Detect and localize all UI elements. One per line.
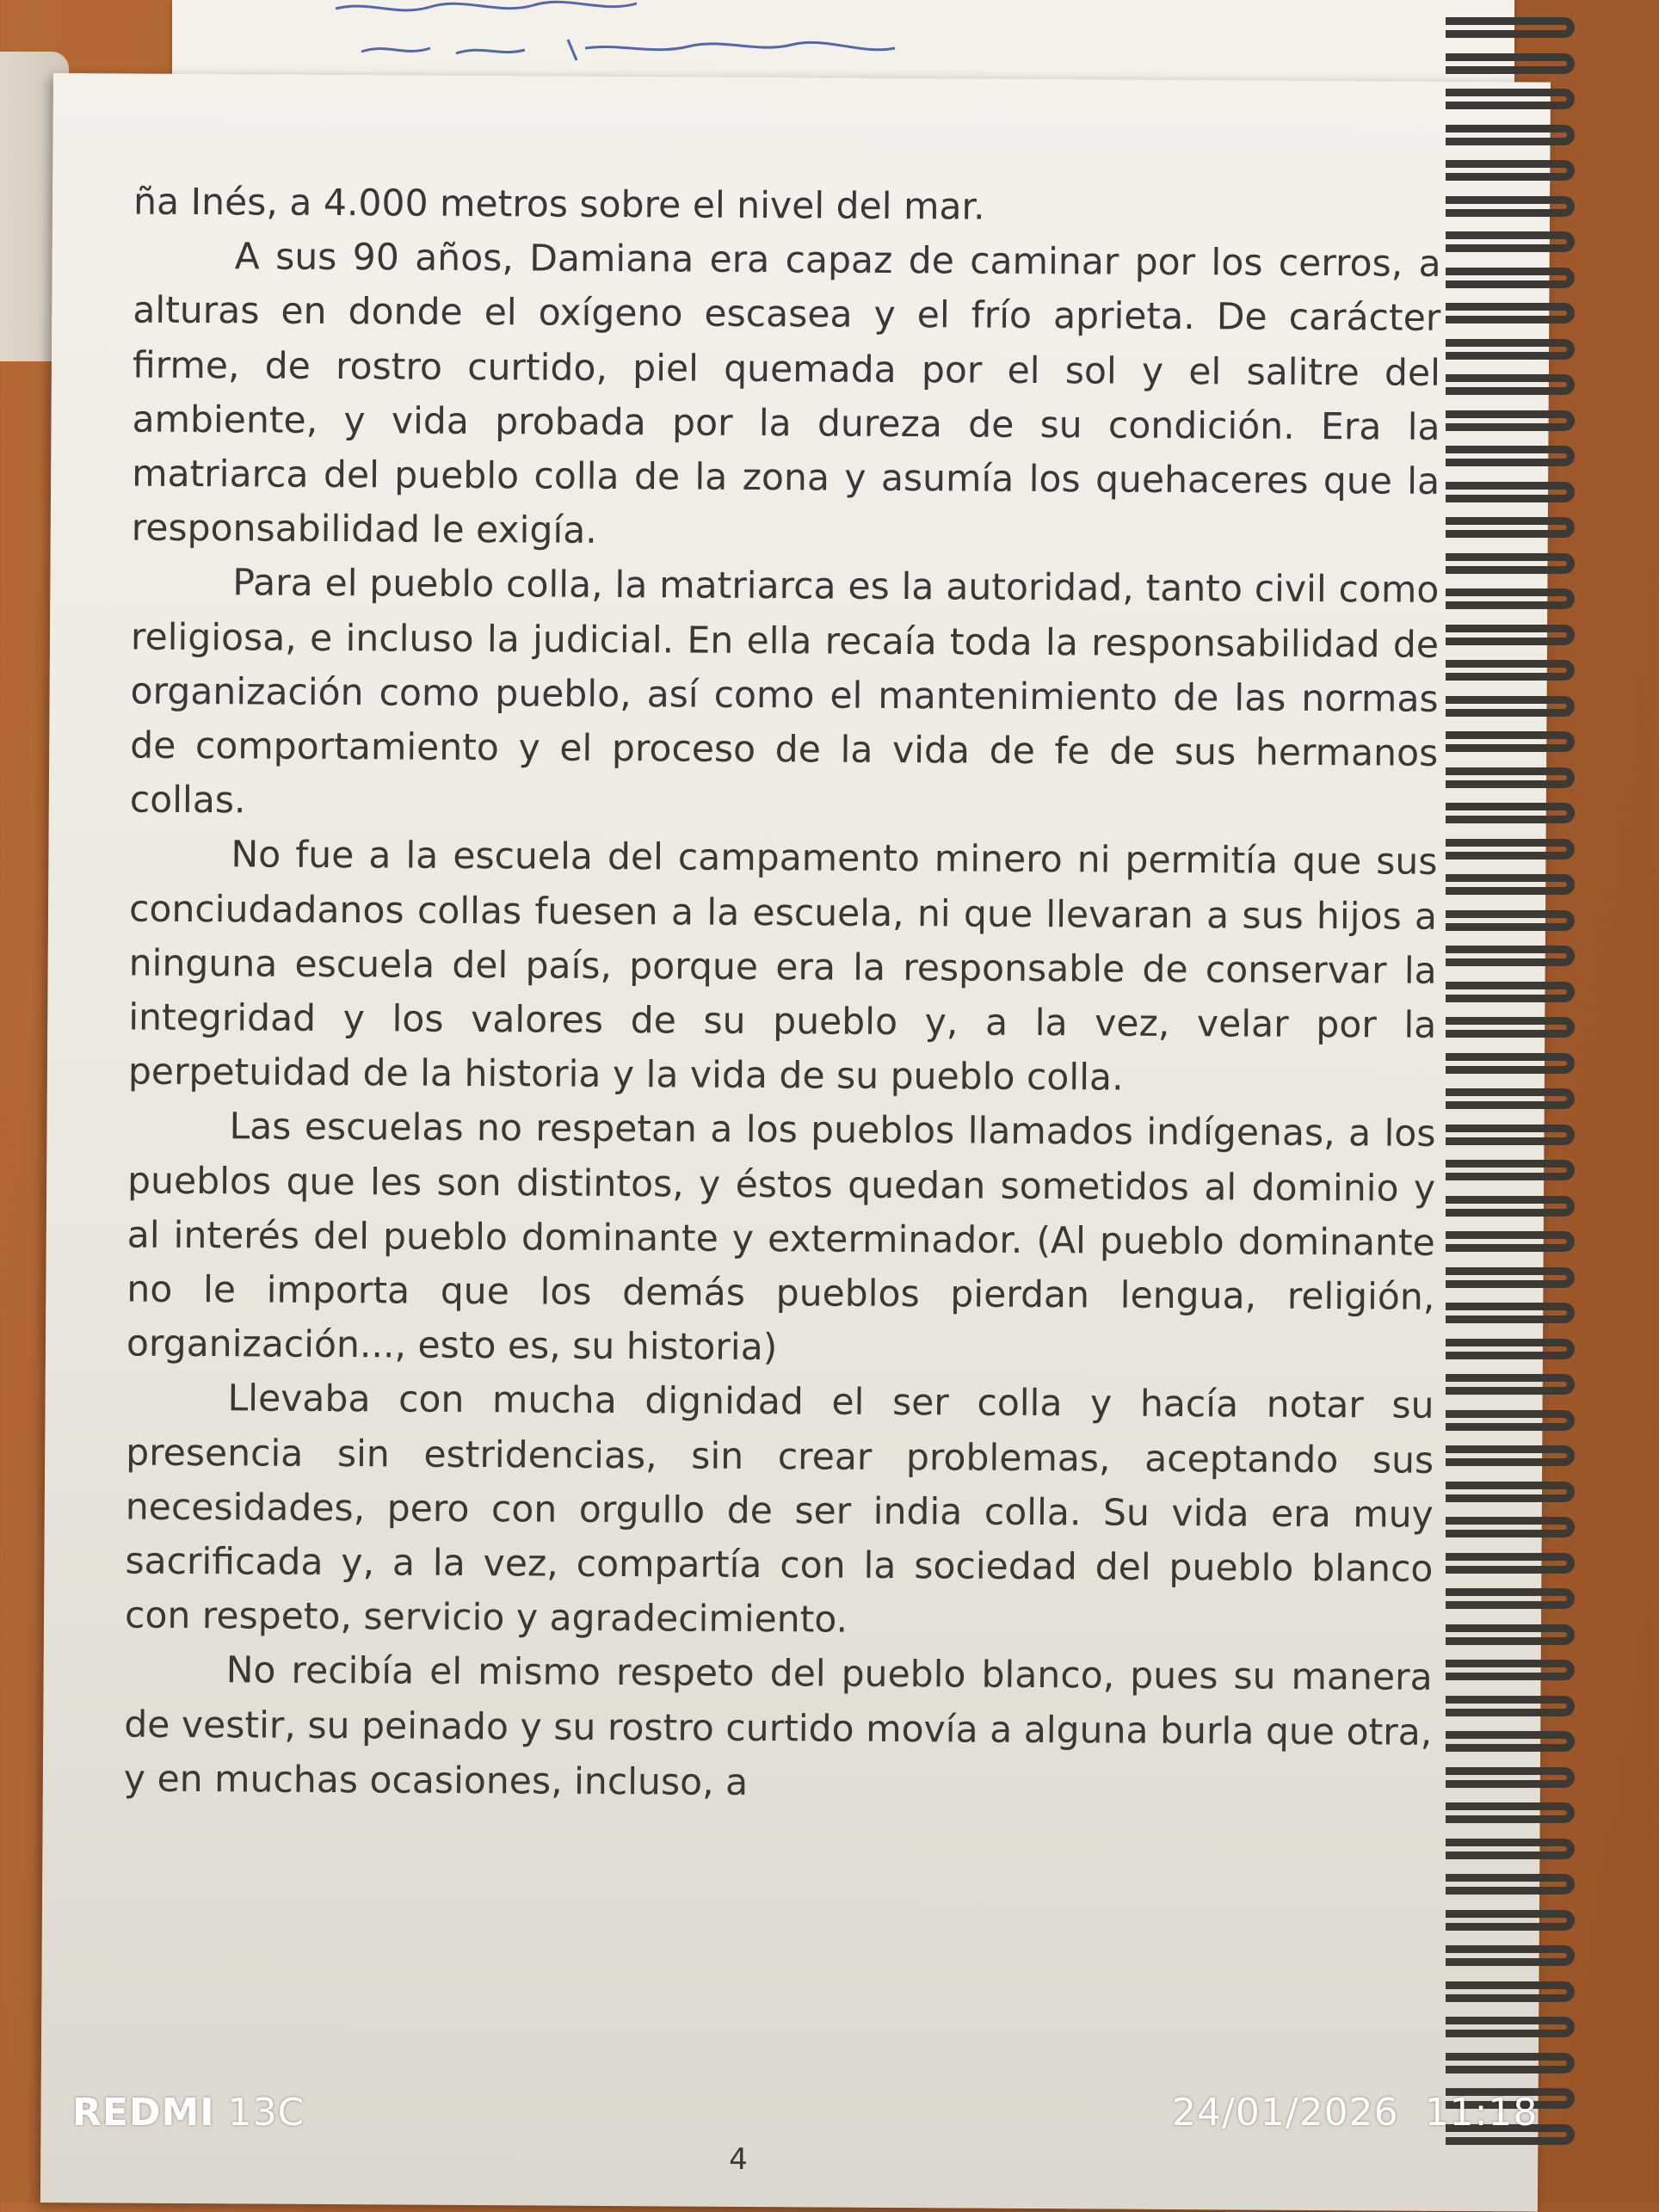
handwriting-scribble: [172, 0, 1205, 69]
paragraph-2: A sus 90 años, Damiana era capaz de caminar por los cerros, a alturas en donde el oxígeno escasea y el frío aprieta. De carácter firme, de rostro curtido, piel quemada por el sol y el salitre del ambiente, y vida probada por la dureza de su condición. Era la matriarca del pueblo colla de la zona y asumía los quehaceres que la responsabilidad le exigía.: [131, 236, 1441, 553]
notebook-page: [40, 73, 1551, 2212]
spiral-ring: [1446, 553, 1575, 574]
spiral-ring: [1446, 482, 1575, 502]
spiral-ring: [1446, 910, 1575, 931]
spiral-ring: [1446, 588, 1575, 609]
spiral-ring: [1446, 1588, 1575, 1609]
spiral-ring: [1446, 17, 1575, 38]
spiral-ring: [1446, 196, 1575, 217]
spiral-ring: [1446, 982, 1575, 1002]
spiral-ring: [1446, 1517, 1575, 1537]
spiral-ring: [1446, 1053, 1575, 1074]
spiral-ring: [1446, 1731, 1575, 1752]
paragraph-7: No recibía el mismo respeto del pueblo blanco, pues su manera de vestir, su peinado y su rostro curtido movía a alguna burla que otra, y en muchas ocasiones, incluso, a: [123, 1649, 1433, 1804]
spiral-ring: [1446, 89, 1575, 109]
spiral-ring: [1446, 2053, 1575, 2073]
spiral-ring: [1446, 125, 1575, 145]
page-number: 4: [729, 2141, 748, 2177]
spiral-ring: [1446, 160, 1575, 181]
spiral-ring: [1446, 1088, 1575, 1109]
spiral-ring: [1446, 1017, 1575, 1038]
spiral-ring: [1446, 1874, 1575, 1895]
spiral-ring: [1446, 303, 1575, 323]
spiral-ring: [1446, 1231, 1575, 1252]
spiral-ring: [1446, 1374, 1575, 1395]
spiral-ring: [1446, 446, 1575, 466]
spiral-ring: [1446, 1445, 1575, 1466]
spiral-binding: [1428, 17, 1600, 2203]
paragraph-6: Llevaba con mucha dignidad el ser colla y hacía notar su presencia sin estridencias, sin crear problemas, aceptando sus necesidades, pero con orgullo de ser india colla. Su vida era muy sacrificada y, a la vez, compartía con la sociedad del pueblo blanco con respeto, servicio y agradecimiento.: [124, 1377, 1434, 1642]
camera-watermark-datetime: 24/01/2026 11:18: [1172, 2091, 1539, 2135]
page-body-text: [124, 176, 1442, 1815]
spiral-ring: [1446, 839, 1575, 860]
spiral-ring: [1446, 874, 1575, 895]
spiral-ring: [1446, 767, 1575, 788]
spiral-ring: [1446, 1660, 1575, 1680]
camera-model: 13C: [227, 2091, 305, 2135]
spiral-ring: [1446, 1339, 1575, 1359]
spiral-ring: [1446, 1981, 1575, 2002]
spiral-ring: [1446, 517, 1575, 538]
spiral-ring: [1446, 2017, 1575, 2037]
spiral-ring: [1446, 1410, 1575, 1431]
spiral-ring: [1446, 731, 1575, 752]
spiral-ring: [1446, 1160, 1575, 1180]
spiral-ring: [1446, 1267, 1575, 1288]
paragraph-1: ña Inés, a 4.000 metros sobre el nivel del mar.: [133, 181, 985, 229]
spiral-ring: [1446, 1303, 1575, 1323]
spiral-ring: [1446, 625, 1575, 645]
spiral-ring: [1446, 1696, 1575, 1716]
spiral-ring: [1446, 374, 1575, 395]
spiral-ring: [1446, 1553, 1575, 1574]
paragraph-5: Las escuelas no respetan a los pueblos llamados indígenas, a los pueblos que les son distintos, y éstos quedan sometidos al dominio y al interés del pueblo dominante y exterminador. (Al pueblo dominante no le importa que los demás pueblos pierdan lengua, religión, organización..., esto es, su historia): [126, 1106, 1436, 1370]
spiral-ring: [1446, 1767, 1575, 1788]
paragraph-3: Para el pueblo colla, la matriarca es la autoridad, tanto civil como religiosa, e incluso la judicial. En ella recaía toda la responsabilidad de organización como pueblo, así como el mantenimiento de las normas de comportamiento y el proceso de la vida de fe de sus hermanos collas.: [129, 562, 1440, 823]
spiral-ring: [1446, 410, 1575, 431]
spiral-ring: [1446, 1945, 1575, 1966]
spiral-ring: [1446, 660, 1575, 681]
spiral-ring: [1446, 1802, 1575, 1823]
spiral-ring: [1446, 1624, 1575, 1645]
spiral-ring: [1446, 339, 1575, 360]
spiral-ring: [1446, 946, 1575, 966]
spiral-ring: [1446, 1196, 1575, 1217]
camera-watermark-model: [72, 2091, 305, 2135]
spiral-ring: [1446, 1910, 1575, 1931]
spiral-ring: [1446, 1482, 1575, 1502]
spiral-ring: [1446, 696, 1575, 717]
spiral-ring: [1446, 1124, 1575, 1145]
spiral-ring: [1446, 1839, 1575, 1859]
camera-brand: REDMI: [72, 2091, 215, 2135]
spiral-ring: [1446, 803, 1575, 823]
spiral-ring: [1446, 53, 1575, 74]
paragraph-4: No fue a la escuela del campamento minero ni permitía que sus conciudadanos collas fuesen a la escuela, ni que llevaran a sus hijos a ninguna escuela del país, porque era la responsable de conservar la integridad y los valores de su pueblo y, a la vez, velar por la perpetuidad de la historia y la vida de su pueblo colla.: [127, 834, 1438, 1100]
spiral-ring: [1446, 231, 1575, 252]
spiral-ring: [1446, 268, 1575, 288]
